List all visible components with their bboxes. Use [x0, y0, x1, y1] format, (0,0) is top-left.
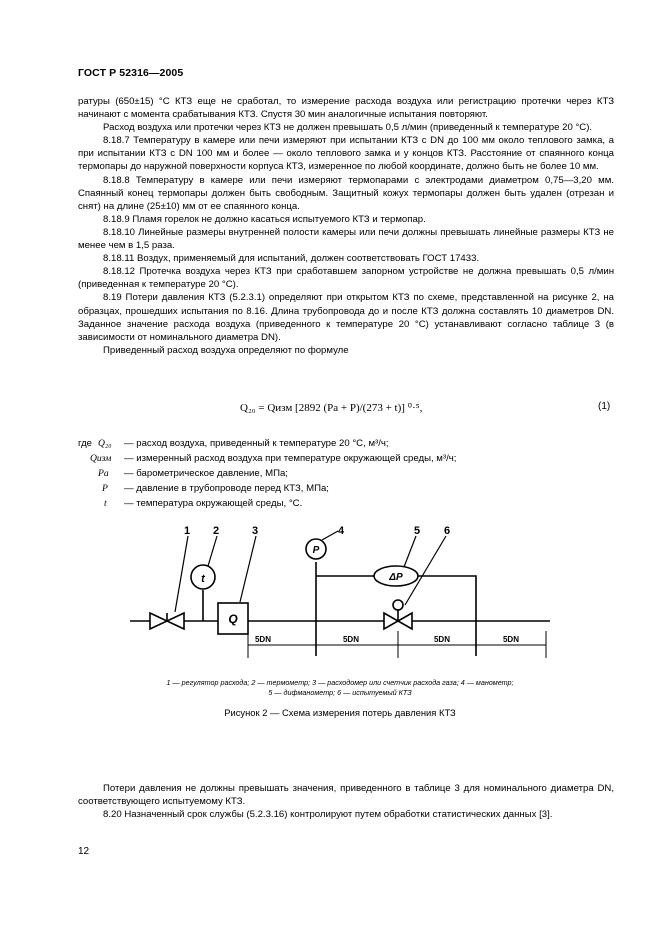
paragraph-8-18-12: 8.18.12 Протечка воздуха через КТЗ при сработавшем запорном устройстве не должна превышать 0,5 л/мин (приведенная к температуре 20 °С). — [78, 266, 614, 291]
paragraph: ратуры (650±15) °С КТЗ еще не сработал, то измерение расхода воздуха или регистрацию протечки через КТЗ начинают с момента срабатывания КТЗ. Спустя 30 мин аналогичные испытания повторяют. — [78, 96, 614, 121]
leader-line-3 — [240, 536, 256, 602]
document-header: ГОСТ Р 52316—2005 — [78, 67, 184, 79]
where-definition: — расход воздуха, приведенный к температуре 20 °С, м³/ч; — [124, 438, 389, 449]
bottom-text — [78, 782, 614, 821]
where-definition: — температура окружающей среды, °С. — [124, 498, 303, 509]
formula-number: (1) — [598, 401, 611, 412]
where-symbol: Q₂₀ — [98, 438, 112, 449]
difmanometer-symbol: ΔP — [389, 572, 403, 583]
paragraph: Потери давления не должны превышать значения, приведенного в таблице 3 для номинального диаметра DN, соответствующего испытуемому КТЗ. — [78, 783, 614, 808]
dimension-label: 5DN — [502, 635, 520, 644]
figure-legend — [120, 678, 560, 698]
leader-line-4 — [322, 531, 338, 540]
callout-4: 4 — [338, 525, 345, 537]
dimension-label: 5DN — [254, 635, 272, 644]
paragraph-8-18-9: 8.18.9 Пламя горелок не должно касаться испытуемого КТЗ и термопар. — [103, 213, 426, 225]
page-number: 12 — [78, 846, 90, 857]
leader-line-1 — [175, 536, 188, 612]
callout-5: 5 — [414, 525, 421, 537]
where-symbol: t — [104, 498, 107, 509]
where-symbol: Pа — [98, 468, 109, 479]
leader-line-5 — [404, 536, 416, 567]
figure-caption: Рисунок 2 — Схема измерения потерь давления КТЗ — [224, 707, 456, 718]
difmanometer-line-right — [418, 576, 476, 656]
paragraph-8-18-10: 8.18.10 Линейные размеры внутренней полости камеры или печи должны превышать линейные размеры КТЗ не менее чем в 1,5 раза. — [78, 226, 614, 252]
where-symbol: Qизм — [90, 453, 112, 464]
callout-6: 6 — [444, 525, 451, 537]
where-intro: где — [78, 438, 93, 449]
callout-1: 1 — [184, 525, 191, 537]
thermometer-symbol: t — [201, 573, 205, 585]
paragraph-formula-intro: Приведенный расход воздуха определяют по формуле — [103, 344, 349, 356]
paragraph-8-18-7: 8.18.7 Температуру в камере или печи измеряют при испытании КТЗ с DN до 100 мм около теплового замка, а при испытании КТЗ с DN 100 мм и более — около теплового замка и у концов КТЗ. Расстояние от спаянного конца термопары до наружной поверхности корпуса КТЗ, измеренное по любой координате, должно быть не более 10 мм. — [78, 135, 614, 173]
paragraph-8-18-8: 8.18.8 Температуру в камере или печи измеряют термопарами с электродами диаметром 0,75—3,20 мм. Спаянный конец термопары должен быть свободным. Защитный кожух термопары должен быть удален (отрезан и снят) на длине (25±10) мм от ее спаянного конца. — [78, 174, 614, 212]
figure-legend-line: 5 — дифманометр; 6 — испытуемый КТЗ — [268, 688, 412, 697]
paragraph-8-18-11: 8.18.11 Воздух, применяемый для испытаний, должен соответствовать ГОСТ 17433. — [103, 253, 480, 265]
leader-line-2 — [208, 536, 217, 566]
paragraph-8-19: 8.19 Потери давления КТЗ (5.2.3.1) определяют при открытом КТЗ по схеме, представленной на рисунке 2, на образцах, прошедших испытания по 8.16. Длина трубопровода до и после КТЗ должна составлять 10 диаметров DN. Заданное значение расхода воздуха (приведенного к температуре 20 °С) устанавливают согласно таблице 3 (в зависимости от номинального диаметра DN). — [78, 292, 614, 343]
paragraph: Расход воздуха или протечки через КТЗ не должен превышать 0,5 л/мин (приведенный к температуре 20 °С). — [103, 122, 593, 134]
tested-valve-actuator — [393, 600, 403, 610]
where-definition: — давление в трубопроводе перед КТЗ, МПа; — [124, 483, 329, 494]
callout-2: 2 — [213, 525, 220, 537]
paragraph-8-20: 8.20 Назначенный срок службы (5.2.3.16) контролируют путем обработки статистических данных [3]. — [103, 809, 553, 821]
where-definition: — измеренный расход воздуха при температуре окружающей среды, м³/ч; — [124, 453, 457, 464]
where-definition: — барометрическое давление, МПа; — [124, 468, 288, 479]
manometer-symbol: P — [312, 545, 320, 556]
flowmeter-symbol: Q — [228, 612, 238, 626]
dimension-label: 5DN — [433, 635, 451, 644]
figure-legend-line: 1 — регулятор расхода; 2 — термометр; 3 — расходомер или счетчик расхода газа; 4 — манометр; — [166, 678, 514, 687]
dimension-label: 5DN — [342, 635, 360, 644]
formula: Q₂₀ = Qизм [2892 (Pа + P)/(273 + t)] ⁰·⁵, — [240, 402, 423, 414]
callout-3: 3 — [252, 525, 259, 537]
where-symbol: P — [102, 483, 108, 494]
